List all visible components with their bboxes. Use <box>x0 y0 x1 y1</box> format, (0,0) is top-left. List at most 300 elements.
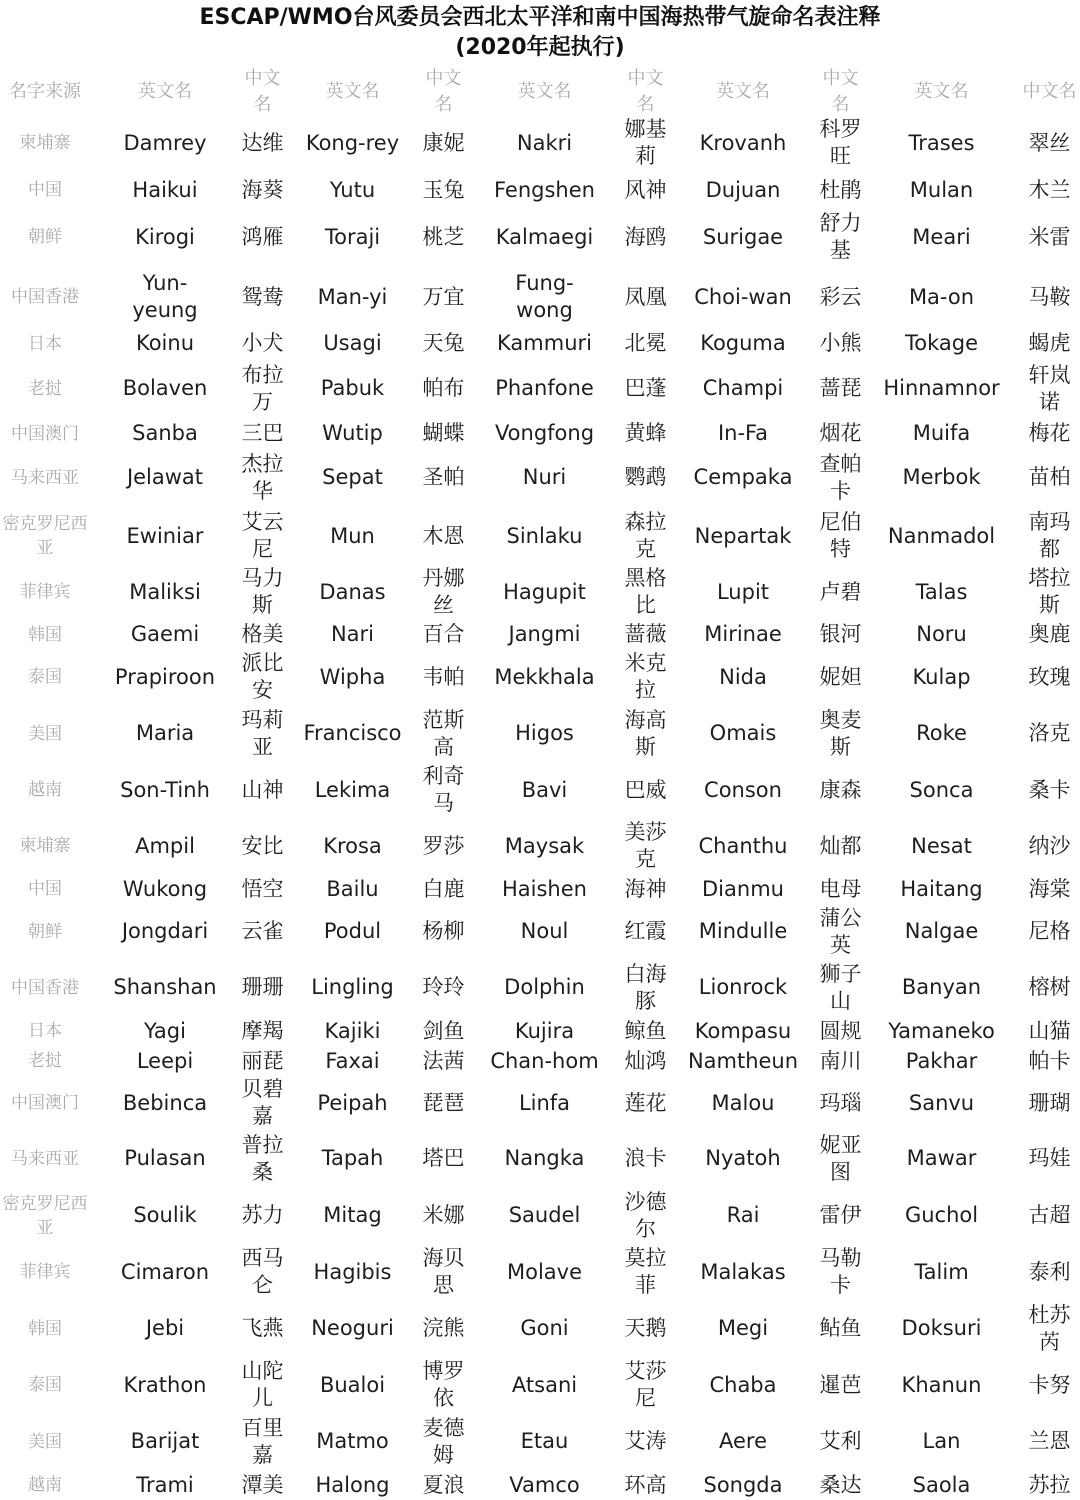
chinese-name-cell: 艾涛 <box>624 1429 667 1453</box>
name-source-cell: 中国澳门 <box>11 1093 79 1113</box>
english-name-header: 英文名 <box>716 81 770 102</box>
english-name-cell: Ampil <box>135 833 195 858</box>
chinese-name-cell: 蔷薇 <box>624 622 667 646</box>
chinese-name-cell: 莫拉 菲 <box>624 1246 667 1297</box>
english-name-cell: Kajiki <box>324 1018 381 1043</box>
english-name-cell: Bailu <box>326 876 379 901</box>
chinese-name-header: 中文名 <box>1022 81 1077 102</box>
name-source-cell: 中国 <box>28 180 62 200</box>
table-row <box>0 1046 1080 1076</box>
chinese-name-cell: 利奇 马 <box>422 764 465 815</box>
chinese-name-cell: 奥麦 斯 <box>819 707 862 759</box>
english-name-cell: Son-Tinh <box>120 777 210 802</box>
chinese-name-cell: 卢碧 <box>819 579 862 604</box>
chinese-name-cell: 康森 <box>819 777 862 802</box>
chinese-name-cell: 黑格 比 <box>624 566 667 617</box>
chinese-name-cell: 珊瑚 <box>1028 1090 1071 1115</box>
chinese-name-header: 中文名 <box>822 68 859 115</box>
chinese-name-cell: 兰恩 <box>1028 1429 1071 1453</box>
english-name-cell: Namtheun <box>687 1048 799 1073</box>
english-name-cell: Ma-on <box>908 284 975 309</box>
chinese-name-cell: 海棠 <box>1028 876 1071 901</box>
chinese-name-cell: 小犬 <box>241 331 284 355</box>
english-name-cell: Neoguri <box>311 1316 394 1340</box>
chinese-name-cell: 米雷 <box>1028 224 1071 249</box>
chinese-name-cell: 木兰 <box>1028 177 1071 202</box>
english-name-cell: Conson <box>704 777 782 802</box>
name-source-cell: 密克罗尼西 亚 <box>2 514 88 558</box>
chinese-name-cell: 塔拉 斯 <box>1028 566 1071 617</box>
english-name-cell: Sanvu <box>908 1090 975 1115</box>
english-name-cell: Dolphin <box>504 975 585 999</box>
english-name-cell: In-Fa <box>717 421 769 445</box>
name-source-cell: 泰国 <box>28 667 62 687</box>
chinese-name-cell: 彩云 <box>819 284 862 309</box>
chinese-name-cell: 泰利 <box>1028 1259 1071 1284</box>
table-row <box>0 1187 1080 1244</box>
table-row <box>0 1470 1080 1500</box>
chinese-name-cell: 杰拉 华 <box>241 451 284 503</box>
chinese-name-cell: 美莎 克 <box>624 820 667 871</box>
chinese-name-cell: 南玛 都 <box>1028 510 1071 561</box>
english-name-cell: Francisco <box>303 721 402 745</box>
english-name-cell: Jelawat <box>126 465 204 489</box>
english-name-cell: Muifa <box>912 421 971 445</box>
chinese-name-cell: 飞燕 <box>241 1316 284 1340</box>
english-name-cell: Bavi <box>521 777 568 802</box>
english-name-header: 英文名 <box>914 81 969 102</box>
english-name-cell: Talas <box>915 579 968 604</box>
name-source-cell: 韩国 <box>28 1318 62 1339</box>
english-name-cell: Yun- yeung <box>132 271 198 322</box>
chinese-name-cell: 狮子 山 <box>819 961 862 1013</box>
english-name-cell: Nakri <box>516 130 573 155</box>
english-name-cell: Yamaneko <box>888 1018 995 1043</box>
table-row <box>0 1076 1080 1130</box>
chinese-name-cell: 马鞍 <box>1028 284 1071 309</box>
document-title <box>0 0 1080 63</box>
english-name-cell: Nuri <box>522 465 567 489</box>
english-name-cell: Hinnamnor <box>883 376 1000 400</box>
english-name-cell: Chaba <box>709 1372 777 1397</box>
english-name-cell: Damrey <box>123 130 207 155</box>
english-name-cell: Aere <box>718 1429 767 1453</box>
name-source-cell: 日本 <box>28 1021 62 1041</box>
english-name-cell: Lan <box>922 1429 961 1453</box>
chinese-name-cell: 摩羯 <box>241 1018 284 1043</box>
english-name-cell: Guchol <box>904 1203 979 1227</box>
chinese-name-cell: 苗柏 <box>1028 465 1071 489</box>
name-source-cell: 美国 <box>28 1431 62 1452</box>
table-row <box>0 705 1080 762</box>
english-name-cell: Higos <box>515 721 574 745</box>
name-source-cell: 朝鲜 <box>28 227 62 247</box>
english-name-cell: Pakhar <box>905 1048 978 1073</box>
english-name-cell: Phanfone <box>495 376 594 400</box>
chinese-name-cell: 格美 <box>241 622 284 646</box>
chinese-name-cell: 海葵 <box>241 177 284 202</box>
chinese-name-header: 中文名 <box>627 68 664 115</box>
chinese-name-cell: 艾云 尼 <box>241 510 284 561</box>
english-name-cell: Yagi <box>144 1018 186 1043</box>
chinese-name-cell: 博罗 依 <box>422 1359 465 1410</box>
english-name-cell: Matmo <box>316 1429 389 1453</box>
english-name-cell: Maria <box>135 721 195 745</box>
english-name-cell: Fengshen <box>494 177 595 202</box>
chinese-name-cell: 海高 斯 <box>624 707 667 759</box>
name-source-cell: 密克罗尼西 亚 <box>2 1193 88 1238</box>
table-row <box>0 762 1080 818</box>
english-name-cell: Cempaka <box>693 465 793 489</box>
chinese-name-cell: 鲇鱼 <box>819 1316 862 1340</box>
english-name-cell: Wipha <box>319 664 386 689</box>
english-name-cell: Halong <box>315 1472 390 1497</box>
title-line-2: (2020年起执行) <box>455 35 625 60</box>
english-name-cell: Peipah <box>317 1090 388 1115</box>
chinese-name-cell: 米娜 <box>422 1203 465 1227</box>
english-name-cell: Atsani <box>511 1372 578 1397</box>
chinese-name-cell: 巴威 <box>624 777 667 802</box>
chinese-name-cell: 韦帕 <box>422 664 465 689</box>
english-name-cell: Dianmu <box>702 876 784 901</box>
english-name-cell: Hagupit <box>503 579 586 604</box>
english-name-cell: Dujuan <box>705 177 781 202</box>
english-name-cell: Nesat <box>911 833 972 858</box>
chinese-name-cell: 灿鸿 <box>624 1048 667 1073</box>
english-name-cell: Bolaven <box>122 376 208 400</box>
source-header: 名字来源 <box>9 81 81 102</box>
name-source-cell: 中国香港 <box>11 287 79 307</box>
english-name-cell: Bualoi <box>319 1372 386 1397</box>
english-name-cell: Nyatoh <box>705 1146 781 1170</box>
english-name-cell: Krosa <box>323 833 382 858</box>
chinese-name-cell: 娜基 莉 <box>624 117 667 168</box>
name-source-cell: 菲律宾 <box>19 582 71 602</box>
chinese-name-cell: 达维 <box>241 130 284 155</box>
chinese-name-cell: 海神 <box>624 876 667 901</box>
english-name-cell: Banyan <box>901 975 982 999</box>
chinese-name-cell: 海鸥 <box>624 224 667 249</box>
english-name-cell: Lionrock <box>698 975 788 999</box>
chinese-name-cell: 百合 <box>422 622 465 646</box>
chinese-name-cell: 圣帕 <box>422 465 465 489</box>
english-name-cell: Bebinca <box>122 1090 208 1115</box>
english-name-cell: Mekkhala <box>494 664 595 689</box>
english-name-cell: Omais <box>709 721 777 745</box>
chinese-name-cell: 浪卡 <box>624 1146 667 1170</box>
chinese-name-cell: 白海 豚 <box>624 961 667 1013</box>
chinese-name-cell: 木恩 <box>422 523 465 548</box>
english-name-cell: Usagi <box>323 331 382 355</box>
english-name-cell: Meari <box>912 224 971 249</box>
name-source-cell: 马来西亚 <box>11 1148 79 1169</box>
chinese-name-cell: 普拉 桑 <box>241 1132 284 1184</box>
english-name-cell: Choi-wan <box>694 284 792 309</box>
table-row <box>0 564 1080 620</box>
table-row <box>0 959 1080 1016</box>
english-name-cell: Shanshan <box>113 975 217 999</box>
chinese-name-cell: 艾利 <box>819 1429 862 1453</box>
chinese-name-cell: 雷伊 <box>819 1203 862 1227</box>
chinese-name-cell: 沙德 尔 <box>624 1189 667 1241</box>
name-source-cell: 中国 <box>28 879 62 899</box>
english-name-cell: Trases <box>908 130 975 155</box>
english-name-cell: Haikui <box>132 177 198 202</box>
chinese-name-cell: 蔷琵 <box>819 376 862 400</box>
chinese-name-cell: 珊珊 <box>241 975 284 999</box>
english-name-cell: Nida <box>719 664 767 689</box>
chinese-name-cell: 白鹿 <box>422 876 465 901</box>
chinese-name-cell: 榕树 <box>1028 975 1071 999</box>
chinese-name-cell: 桑卡 <box>1028 777 1071 802</box>
english-name-cell: Tapah <box>321 1146 384 1170</box>
english-name-cell: Krovanh <box>699 130 787 155</box>
english-name-cell: Doksuri <box>901 1316 982 1340</box>
chinese-name-cell: 灿都 <box>819 833 862 858</box>
english-name-cell: Man-yi <box>317 284 388 309</box>
typhoon-names-table <box>0 64 1080 1500</box>
english-name-cell: Kompasu <box>694 1018 792 1043</box>
chinese-name-cell: 森拉 克 <box>624 510 667 561</box>
chinese-name-cell: 浣熊 <box>422 1316 465 1340</box>
chinese-name-cell: 悟空 <box>241 876 284 901</box>
chinese-name-cell: 圆规 <box>819 1018 862 1043</box>
chinese-name-cell: 苏力 <box>241 1203 284 1227</box>
english-name-cell: Toraji <box>324 224 381 249</box>
chinese-name-cell: 杜鹃 <box>819 177 862 202</box>
chinese-name-cell: 马勒 卡 <box>819 1246 862 1297</box>
chinese-name-cell: 鸳鸯 <box>241 284 284 309</box>
chinese-name-cell: 杜苏 芮 <box>1028 1302 1071 1354</box>
english-name-cell: Mindulle <box>698 919 788 943</box>
chinese-name-cell: 妮妲 <box>819 664 862 689</box>
name-source-cell: 越南 <box>28 1475 62 1495</box>
table-row <box>0 904 1080 959</box>
english-name-cell: Danas <box>319 579 386 604</box>
english-name-cell: Sanba <box>132 421 198 445</box>
english-name-cell: Megi <box>717 1316 769 1340</box>
english-name-cell: Podul <box>323 919 382 943</box>
table-row <box>0 447 1080 508</box>
english-name-cell: Pabuk <box>320 376 385 400</box>
table-row <box>0 210 1080 264</box>
header-row <box>0 64 1080 116</box>
english-name-cell: Noul <box>520 919 569 943</box>
english-name-cell: Kirogi <box>135 224 195 249</box>
table-row <box>0 116 1080 170</box>
chinese-name-cell: 查帕 卡 <box>819 451 862 503</box>
table-row <box>0 649 1080 705</box>
english-name-cell: Vamco <box>509 1472 580 1497</box>
english-name-cell: Sonca <box>909 777 974 802</box>
chinese-name-cell: 蒲公 英 <box>819 905 862 957</box>
english-name-cell: Mun <box>330 523 375 548</box>
english-name-cell: Lupit <box>716 579 770 604</box>
chinese-name-cell: 夏浪 <box>422 1472 465 1497</box>
chinese-name-header: 中文名 <box>244 68 281 115</box>
english-name-cell: Nangka <box>504 1146 585 1170</box>
chinese-name-cell: 麦德 姆 <box>422 1415 465 1467</box>
chinese-name-cell: 科罗 旺 <box>819 117 862 168</box>
english-name-cell: Yutu <box>329 177 376 202</box>
chinese-name-cell: 古超 <box>1028 1203 1071 1227</box>
chinese-name-cell: 梅花 <box>1028 421 1071 445</box>
chinese-name-cell: 马力 斯 <box>241 566 284 617</box>
chinese-name-cell: 米克 拉 <box>624 651 667 702</box>
english-name-cell: Chanthu <box>698 833 788 858</box>
english-name-cell: Surigae <box>702 224 784 249</box>
chinese-name-cell: 天鹅 <box>624 1316 667 1340</box>
english-name-cell: Saudel <box>508 1203 581 1227</box>
chinese-name-cell: 琵琶 <box>422 1090 465 1115</box>
english-name-cell: Sepat <box>322 465 383 489</box>
english-name-cell: Mirinae <box>704 622 782 646</box>
english-name-cell: Prapiroon <box>114 664 216 689</box>
english-name-cell: Nari <box>330 622 375 646</box>
chinese-name-cell: 北冕 <box>624 331 667 355</box>
chinese-name-cell: 法茜 <box>422 1048 465 1073</box>
name-source-cell: 老挝 <box>28 1051 62 1071</box>
chinese-name-cell: 洛克 <box>1028 721 1071 745</box>
chinese-name-cell: 玉兔 <box>422 177 465 202</box>
chinese-name-cell: 黄蜂 <box>624 421 667 445</box>
english-name-cell: Pulasan <box>124 1146 206 1170</box>
chinese-name-cell: 康妮 <box>422 130 465 155</box>
english-name-cell: Mitag <box>323 1203 382 1227</box>
chinese-name-cell: 山神 <box>241 777 284 802</box>
chinese-name-cell: 山猫 <box>1028 1018 1071 1043</box>
english-name-cell: Soulik <box>133 1203 197 1227</box>
name-source-cell: 马来西亚 <box>11 467 79 488</box>
chinese-name-cell: 布拉 万 <box>241 362 284 414</box>
chinese-name-cell: 凤凰 <box>624 284 667 309</box>
english-name-cell: Goni <box>520 1316 569 1340</box>
table-row <box>0 357 1080 420</box>
english-name-cell: Merbok <box>902 465 981 489</box>
table-row <box>0 1130 1080 1187</box>
chinese-name-cell: 帕卡 <box>1028 1048 1071 1073</box>
english-name-cell: Saola <box>912 1472 971 1497</box>
english-name-cell: Nanmadol <box>887 523 996 548</box>
chinese-name-cell: 电母 <box>819 876 862 901</box>
chinese-name-cell: 百里 嘉 <box>241 1415 284 1467</box>
english-name-cell: Champi <box>702 376 784 400</box>
english-name-cell: Nepartak <box>694 523 792 548</box>
chinese-name-cell: 丹娜 丝 <box>422 566 465 617</box>
english-name-cell: Lingling <box>311 975 394 999</box>
chinese-name-cell: 烟花 <box>819 421 862 445</box>
table-row <box>0 874 1080 904</box>
name-source-cell: 柬埔寨 <box>19 133 71 153</box>
english-name-cell: Rai <box>726 1203 760 1227</box>
chinese-name-cell: 莲花 <box>624 1090 667 1115</box>
chinese-name-cell: 塔巴 <box>422 1146 465 1170</box>
chinese-name-cell: 西马 仑 <box>241 1246 284 1297</box>
english-name-cell: Krathon <box>123 1372 207 1397</box>
name-source-cell: 日本 <box>28 333 62 354</box>
table-row <box>0 170 1080 210</box>
english-name-cell: Kulap <box>912 664 971 689</box>
chinese-name-cell: 派比 安 <box>241 651 284 702</box>
chinese-name-cell: 玛娃 <box>1028 1146 1071 1170</box>
chinese-name-cell: 卡努 <box>1028 1372 1071 1397</box>
chinese-name-cell: 翠丝 <box>1028 130 1071 155</box>
english-name-cell: Khanun <box>901 1372 982 1397</box>
chinese-name-cell: 潭美 <box>241 1472 284 1497</box>
english-name-cell: Kalmaegi <box>495 224 594 249</box>
chinese-name-cell: 蝴蝶 <box>422 421 465 445</box>
name-source-cell: 老挝 <box>28 378 62 399</box>
chinese-name-cell: 红霞 <box>624 919 667 943</box>
chinese-name-cell: 舒力 基 <box>819 211 862 262</box>
chinese-name-cell: 杨柳 <box>422 919 465 943</box>
chinese-name-cell: 鹦鹉 <box>624 465 667 489</box>
table-row <box>0 330 1080 357</box>
chinese-name-cell: 海贝 思 <box>422 1246 465 1297</box>
name-source-cell: 越南 <box>28 780 62 800</box>
english-name-cell: Tokage <box>904 331 979 355</box>
chinese-name-cell: 奥鹿 <box>1028 622 1071 646</box>
table-row <box>0 1413 1080 1470</box>
table-row <box>0 1300 1080 1357</box>
chinese-name-cell: 鲸鱼 <box>624 1018 667 1043</box>
chinese-name-cell: 罗莎 <box>422 833 465 858</box>
name-source-cell: 美国 <box>28 723 62 744</box>
chinese-name-cell: 轩岚 诺 <box>1028 362 1071 414</box>
table-row <box>0 264 1080 330</box>
chinese-name-cell: 苏拉 <box>1028 1472 1071 1497</box>
chinese-name-cell: 纳沙 <box>1028 833 1071 858</box>
english-name-cell: Mulan <box>909 177 974 202</box>
english-name-cell: Trami <box>136 1472 194 1497</box>
english-name-cell: Etau <box>520 1429 569 1453</box>
english-name-cell: Molave <box>506 1259 583 1284</box>
chinese-name-cell: 玛瑙 <box>819 1090 862 1115</box>
english-name-cell: Maysak <box>504 833 585 858</box>
chinese-name-cell: 丽琵 <box>241 1048 284 1073</box>
english-name-cell: Kujira <box>514 1018 575 1043</box>
chinese-name-cell: 巴蓬 <box>624 376 667 400</box>
title-line-1: ESCAP/WMO台风委员会西北太平洋和南中国海热带气旋命名表注释 <box>199 5 881 30</box>
english-name-cell: Mawar <box>906 1146 977 1170</box>
name-source-cell: 中国澳门 <box>11 423 79 444</box>
chinese-name-cell: 桃芝 <box>422 224 465 249</box>
chinese-name-cell: 小熊 <box>819 331 862 355</box>
chinese-name-cell: 范斯 高 <box>422 707 465 759</box>
chinese-name-cell: 暹芭 <box>819 1372 862 1397</box>
english-name-header: 英文名 <box>325 81 380 102</box>
english-name-cell: Ewiniar <box>126 523 204 548</box>
chinese-name-cell: 玲玲 <box>422 975 465 999</box>
chinese-name-cell: 三巴 <box>241 421 284 445</box>
chinese-name-cell: 鸿雁 <box>241 224 284 249</box>
chinese-name-cell: 贝碧 嘉 <box>241 1077 284 1128</box>
english-name-header: 英文名 <box>138 81 192 102</box>
english-name-cell: Jebi <box>145 1316 185 1340</box>
chinese-name-cell: 妮亚 图 <box>819 1132 862 1184</box>
table-row <box>0 1244 1080 1300</box>
english-name-cell: Malou <box>711 1090 775 1115</box>
english-name-cell: Linfa <box>518 1090 571 1115</box>
english-name-cell: Maliksi <box>129 579 201 604</box>
chinese-name-cell: 帕布 <box>422 376 465 400</box>
english-name-cell: Fung- wong <box>515 271 574 322</box>
english-name-cell: Barijat <box>130 1429 200 1453</box>
chinese-name-cell: 玫瑰 <box>1028 664 1071 689</box>
table-row <box>0 1016 1080 1046</box>
english-name-cell: Jongdari <box>121 919 209 943</box>
chinese-name-cell: 环高 <box>624 1472 667 1497</box>
